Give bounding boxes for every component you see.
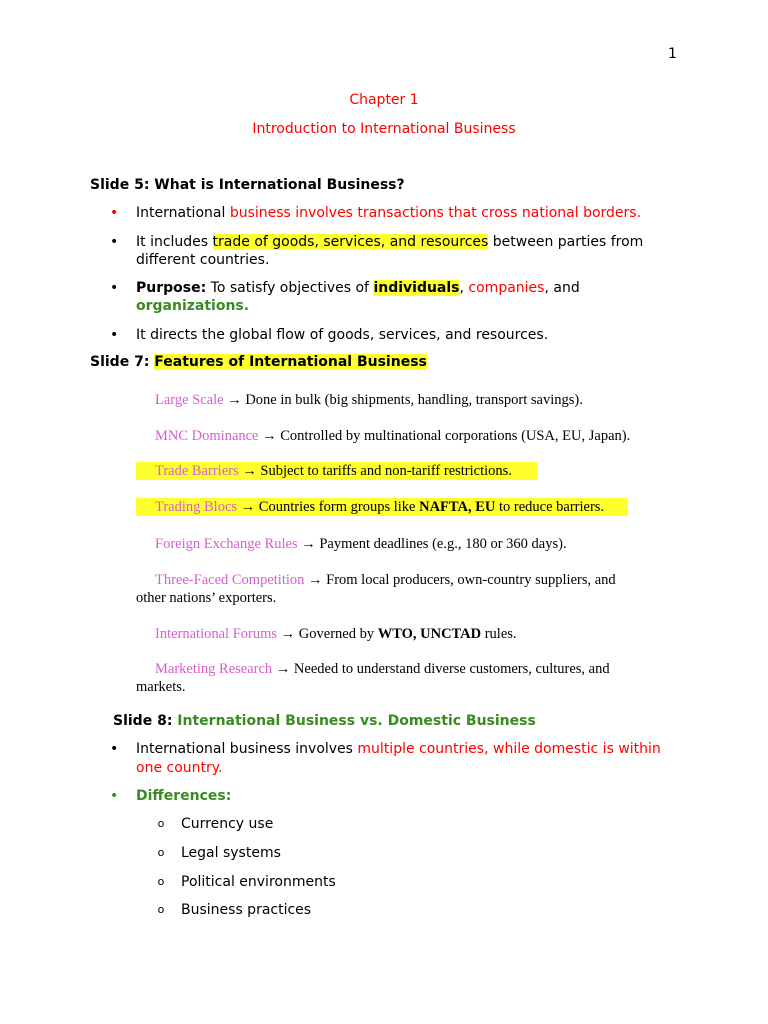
circle-bullet-icon: o xyxy=(157,903,165,916)
slide5-bullet-3-line2: organizations. xyxy=(136,298,250,314)
circle-bullet-icon: o xyxy=(157,875,165,888)
feature-three-faced-competition-line2: other nations’ exporters. xyxy=(136,590,277,606)
bullet-icon: • xyxy=(110,741,119,757)
bullet-icon: • xyxy=(110,280,119,296)
feature-large-scale: Large Scale → Done in bulk (big shipments, handling, transport savings). xyxy=(155,392,583,408)
feature-trading-blocs: Trading Blocs → Countries form groups like NAFTA, EU to reduce barriers. xyxy=(155,499,605,515)
difference-item: Political environments xyxy=(181,874,336,890)
circle-bullet-icon: o xyxy=(157,846,165,859)
feature-foreign-exchange: Foreign Exchange Rules → Payment deadlines (e.g., 180 or 360 days). xyxy=(155,536,567,552)
slide8-bullet-1-line2: one country. xyxy=(136,760,223,776)
slide5-bullet-2: It includes trade of goods, services, and resources between parties from xyxy=(136,234,644,250)
document-title: Introduction to International Business xyxy=(252,121,516,137)
difference-item: Currency use xyxy=(181,816,274,832)
circle-bullet-icon: o xyxy=(157,817,165,830)
bullet-icon: • xyxy=(110,234,119,250)
bullet-icon: • xyxy=(110,327,119,343)
feature-marketing-research: Marketing Research → Needed to understand diverse customers, cultures, and xyxy=(155,661,610,677)
bullet-icon: • xyxy=(110,788,119,804)
page-number: 1 xyxy=(668,46,677,62)
feature-three-faced-competition: Three-Faced Competition → From local producers, own-country suppliers, and xyxy=(155,572,616,588)
slide7-heading: Slide 7: Features of International Business xyxy=(90,354,427,370)
feature-trade-barriers: Trade Barriers → Subject to tariffs and non-tariff restrictions. xyxy=(155,463,512,479)
slide5-bullet-4: It directs the global flow of goods, services, and resources. xyxy=(136,327,549,343)
slide5-heading: Slide 5: What is International Business? xyxy=(90,177,405,193)
chapter-label: Chapter 1 xyxy=(349,92,419,108)
feature-marketing-research-line2: markets. xyxy=(136,679,186,695)
feature-international-forums: International Forums → Governed by WTO, UNCTAD rules. xyxy=(155,626,517,642)
differences-label: Differences: xyxy=(136,788,232,804)
feature-mnc-dominance: MNC Dominance → Controlled by multinational corporations (USA, EU, Japan). xyxy=(155,428,631,444)
slide8-heading: Slide 8: International Business vs. Domestic Business xyxy=(113,713,536,729)
slide5-bullet-3: Purpose: To satisfy objectives of individuals, companies, and xyxy=(136,280,580,296)
slide5-bullet-1: International business involves transactions that cross national borders. xyxy=(136,205,642,221)
difference-item: Legal systems xyxy=(181,845,281,861)
difference-item: Business practices xyxy=(181,902,312,918)
slide8-bullet-1: International business involves multiple countries, while domestic is within xyxy=(136,741,661,757)
bullet-icon: • xyxy=(110,205,119,221)
slide5-bullet-2-line2: different countries. xyxy=(136,252,270,268)
